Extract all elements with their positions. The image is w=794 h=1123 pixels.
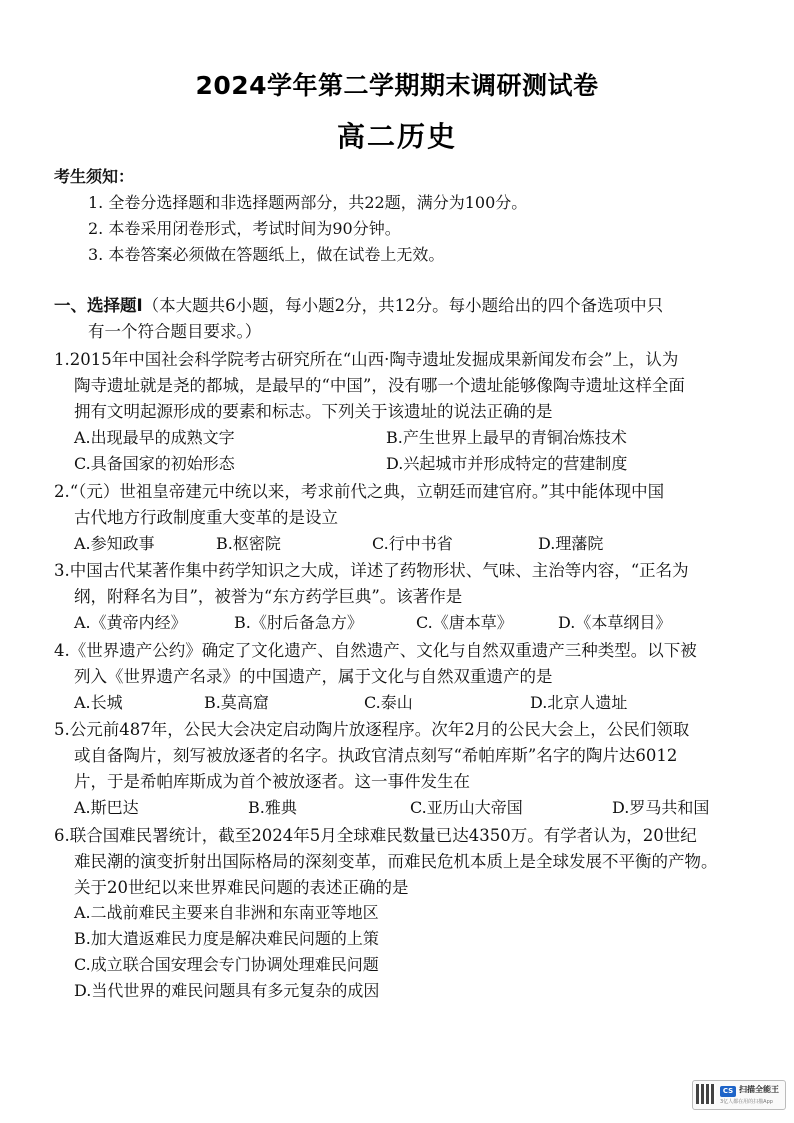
question-1-line: 陶寺遗址就是尧的都城，是最早的“中国”，没有哪一个遗址能够像陶寺遗址这样全面 bbox=[74, 376, 685, 395]
section-label: 一、选择题Ⅰ bbox=[54, 296, 143, 315]
question-5-line: 5.公元前487年，公民大会决定启动陶片放逐程序。次年2月的公民大会上，公民们领取 bbox=[54, 720, 690, 739]
question-5-line: 片，于是希帕库斯成为首个被放逐者。这一事件发生在 bbox=[74, 772, 470, 791]
option-a: A.二战前难民主要来自非洲和东南亚等地区 bbox=[74, 903, 379, 922]
question-1-line: 1.2015年中国社会科学院考古研究所在“山西·陶寺遗址发掘成果新闻发布会”上，认为 bbox=[54, 350, 679, 369]
option-b: B.枢密院 bbox=[216, 534, 281, 553]
question-4-line: 列入《世界遗产名录》的中国遗产，属于文化与自然双重遗产的是 bbox=[74, 667, 553, 686]
option-b: B.加大遣返难民力度是解决难民问题的上策 bbox=[74, 929, 379, 948]
option-b: B.产生世界上最早的青铜冶炼技术 bbox=[386, 428, 627, 447]
question-6-line: 难民潮的演变折射出国际格局的深刻变革，而难民危机本质上是全球发展不平衡的产物。 bbox=[74, 852, 718, 871]
section-desc: （本大题共6小题，每小题2分，共12分。每小题给出的四个备选项中只 bbox=[142, 296, 664, 315]
option-a: A.斯巴达 bbox=[74, 798, 139, 817]
question-3-line: 纲，附释名为目”，被誉为“东方药学巨典”。该著作是 bbox=[74, 587, 463, 606]
question-6-line: 关于20世纪以来世界难民问题的表述正确的是 bbox=[74, 878, 409, 897]
option-b: B.雅典 bbox=[248, 798, 297, 817]
option-c: C.成立联合国安理会专门协调处理难民问题 bbox=[74, 955, 379, 974]
scanner-app-name: 扫描全能王 bbox=[739, 1085, 779, 1094]
option-d: D.兴起城市并形成特定的营建制度 bbox=[386, 454, 628, 473]
option-a: A.参知政事 bbox=[74, 534, 155, 553]
option-b: B.《肘后备急方》 bbox=[234, 613, 363, 632]
option-c: C.具备国家的初始形态 bbox=[74, 454, 235, 473]
option-a: A.长城 bbox=[74, 693, 123, 712]
option-d: D.罗马共和国 bbox=[612, 798, 710, 817]
section-heading bbox=[54, 292, 663, 316]
option-d: D.理藩院 bbox=[538, 534, 604, 553]
notice-item: 3. 本卷答案必须做在答题纸上，做在试卷上无效。 bbox=[88, 245, 445, 264]
option-c: C.行中书省 bbox=[372, 534, 453, 553]
question-1-line: 拥有文明起源形成的要素和标志。下列关于该遗址的说法正确的是 bbox=[74, 402, 553, 421]
question-4-line: 4.《世界遗产公约》确定了文化遗产、自然遗产、文化与自然双重遗产三种类型。以下被 bbox=[54, 641, 697, 660]
option-d: D.当代世界的难民问题具有多元复杂的成因 bbox=[74, 981, 380, 1000]
subject-title: 高二历史 bbox=[336, 120, 457, 153]
question-2-line: 2.“（元）世祖皇帝建元中统以来，考求前代之典，立朝廷而建官府。”其中能体现中国 bbox=[54, 482, 665, 501]
scanner-watermark bbox=[692, 1080, 786, 1110]
exam-title: 2024学年第二学期期末调研测试卷 bbox=[195, 71, 599, 100]
option-c: C.泰山 bbox=[364, 693, 413, 712]
cs-scanner-icon: CS bbox=[720, 1086, 736, 1097]
option-c: C.亚历山大帝国 bbox=[410, 798, 523, 817]
section-desc-cont: 有一个符合题目要求。） bbox=[88, 322, 262, 341]
option-b: B.莫高窟 bbox=[204, 693, 269, 712]
option-d: D.北京人遗址 bbox=[530, 693, 628, 712]
option-a: A.《黄帝内经》 bbox=[74, 613, 187, 632]
qr-code-icon bbox=[696, 1084, 716, 1104]
option-d: D.《本草纲目》 bbox=[558, 613, 672, 632]
notice-item: 1. 全卷分选择题和非选择题两部分，共22题，满分为100分。 bbox=[88, 193, 528, 212]
scanner-app-tagline: 3亿人都在用的扫描App bbox=[720, 1099, 773, 1105]
question-5-line: 或自备陶片，刻写被放逐者的名字。执政官清点刻写“希帕库斯”名字的陶片达6012 bbox=[74, 746, 678, 765]
notice-item: 2. 本卷采用闭卷形式，考试时间为90分钟。 bbox=[88, 219, 401, 238]
question-2-line: 古代地方行政制度重大变革的是设立 bbox=[74, 508, 338, 527]
option-c: C.《唐本草》 bbox=[416, 613, 513, 632]
notice-title: 考生须知： bbox=[54, 167, 135, 186]
question-6-line: 6.联合国难民署统计，截至2024年5月全球难民数量已达4350万。有学者认为，20世纪 bbox=[54, 826, 697, 845]
question-3-line: 3.中国古代某著作集中药学知识之大成，详述了药物形状、气味、主治等内容，“正名为 bbox=[54, 561, 689, 580]
option-a: A.出现最早的成熟文字 bbox=[74, 428, 235, 447]
